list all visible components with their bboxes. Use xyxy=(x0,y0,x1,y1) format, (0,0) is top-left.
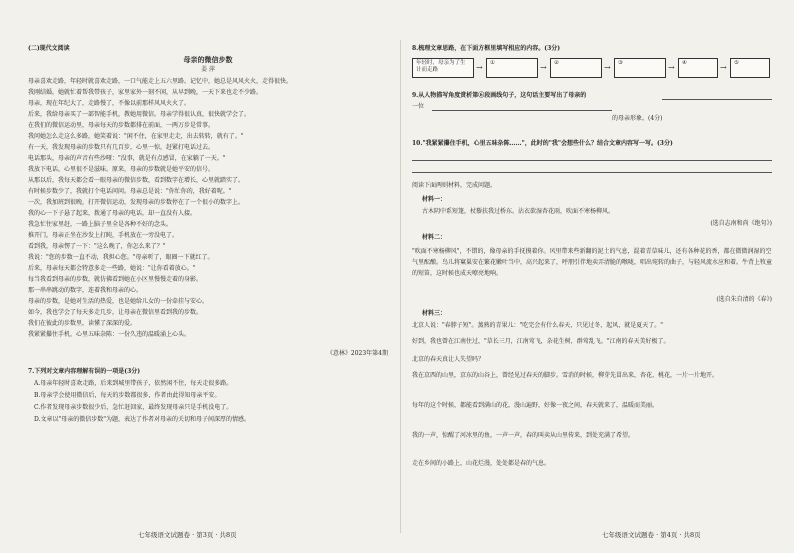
left-page xyxy=(28,0,388,553)
material-2-title: 材料二： xyxy=(422,234,447,241)
flow-arrow: → xyxy=(668,63,675,72)
flow-box-2[interactable]: ② xyxy=(550,58,602,78)
article-title: 母亲的微信步数 xyxy=(183,55,233,64)
flow-box-1[interactable]: ① xyxy=(486,58,538,78)
paragraph-line: 母亲，现在年纪大了，走路慢了，不像以前那样风风火火了。 xyxy=(28,100,191,107)
material-3-line: 北京的春天真让人失望吗？ xyxy=(412,356,485,363)
paragraph-line: 我急忙往家里赶，一路上脑子里全是各种不好的念头。 xyxy=(28,221,173,228)
flow-arrow: → xyxy=(604,63,611,72)
material-3-title: 材料三： xyxy=(422,310,447,317)
material-3-line: 好到，我也曾在江南住过，"草长三月，江南莺飞，杂花生树，群莺乱飞。"江南的春天美好极了。 xyxy=(412,338,670,345)
question-9-cont: 一位 xyxy=(412,103,425,110)
flow-arrow: → xyxy=(720,63,727,72)
answer-line[interactable] xyxy=(412,172,772,173)
question-7: 7.下列对文章内容理解有误的一项是(3分) xyxy=(28,368,141,375)
paragraph-line: 推开门，母亲正坐在沙发上打盹，手机放在一旁没电了。 xyxy=(28,232,179,239)
paragraph-line: 从那以后，我每天都会看一眼母亲的微信步数，看到数字在增长，心里就踏实了。 xyxy=(28,177,245,184)
material-1-text: 古木阴中系短篷，杖藜扶我过桥东。沾衣欲湿杏花雨，吹面不寒杨柳风。 xyxy=(422,208,615,215)
question-9: 9.从人物描写角度赏析第⑥段画线句子，这句话主要写出了母亲的 xyxy=(412,92,587,99)
paragraph-line: 我说："您的步数一直不动，我担心您。"母亲听了，眼圈一下就红了。 xyxy=(28,254,214,261)
paragraph-line: 我刚结婚，她就忙着帮我带孩子，家里家外一刻不闲，从早到晚，一天下来也走不少路。 xyxy=(28,89,263,96)
flow-box-5[interactable]: ⑤ xyxy=(730,58,770,78)
paragraph-line: 每当我看到母亲的步数，就仿佛看到她在小区里慢慢走着的身影。 xyxy=(28,276,203,283)
paragraph-line: 电话那头，母亲的声音有些沙哑："没事，就是有点感冒，在家躺了一天。" xyxy=(28,155,226,162)
material-2-source: (选自朱自清的《春》) xyxy=(716,296,772,303)
answer-line[interactable] xyxy=(412,160,772,161)
q7-option-d[interactable]: D.文章以"母亲的微信步数"为题，表达了作者对母亲的关切和母子间深厚的情感。 xyxy=(34,416,251,423)
answer-line[interactable] xyxy=(662,99,772,100)
q7-option-c[interactable]: C.作者发现母亲步数很少后，急忙赶回家，最终发现母亲只是手机没电了。 xyxy=(34,404,233,411)
paragraph-line: 看到我，母亲愣了一下："这么晚了，你怎么来了？" xyxy=(28,243,166,250)
paragraph-line: 我放下电话，心里很不是滋味。原来，母亲的步数就是她平安的信号。 xyxy=(28,166,215,173)
right-page xyxy=(412,0,772,553)
paragraph-line: 我问她怎么走这么多路，她笑着说："闲不住，在家里走走，出去转转，就有了。" xyxy=(28,133,244,140)
flow-box-3[interactable]: ③ xyxy=(614,58,666,78)
right-footer: 七年级语文试题卷 · 第4页 · 共8页 xyxy=(602,531,701,539)
paragraph-line: 有一天，我发现母亲的步数只有几百步，心里一惊，赶紧打电话过去。 xyxy=(28,144,215,151)
reading-intro: 阅读下面两则材料，完成问题。 xyxy=(412,182,497,189)
paragraph-line: 我们在彼此的步数里，读懂了深深的爱。 xyxy=(28,320,137,327)
material-1-title: 材料一： xyxy=(422,196,447,203)
paragraph-line: 后来，我给母亲买了一部智能手机，教她用微信。母亲学得很认真，很快就学会了。 xyxy=(28,111,251,118)
flow-arrow: → xyxy=(476,63,483,72)
paragraph-line: 母亲喜欢走路，年轻时就喜欢走路，一口气能走上五六里路。记忆中，她总是风风火火，走得很快。 xyxy=(28,78,293,85)
paragraph-line: 有时候步数少了，我就打个电话问问。母亲总是说："你忙你的，我好着呢。" xyxy=(28,188,232,195)
paragraph-line: 后来，母亲每天都会特意多走一些路，她说："让你看着放心。" xyxy=(28,265,196,272)
article-author: 姜 萍 xyxy=(201,66,215,73)
paragraph-line: 那一串串跳动的数字，连着我和母亲的心。 xyxy=(28,287,143,294)
material-3-line: 北京人说："春脖子短"。蒸熟的青果儿："吃完会有什么春天，只见过冬，起风，就是夏天了。" xyxy=(412,322,664,329)
material-2-text: "吹面不寒杨柳风"，不错的，像母亲的手抚摸着你。风里带来些新翻的泥土的气息，混着青草味儿，还有各种花的香，都在微微润湿的空气里酝酿。鸟儿将窠巢安在繁花嫩叶当中，高兴起来了，呼朋引伴地卖弄清脆的喉咙，唱出宛转的曲子，与轻风流水应和着。牛背上牧童的短笛，这时候也成天嘹亮地响。 xyxy=(412,248,773,277)
material-3-line: 每年的这个时候，都能看到满山的花，漫山遍野，好像一夜之间，春天就来了，温暖而美丽。 xyxy=(412,402,659,409)
section-heading: (二)现代文阅读 xyxy=(28,45,70,52)
page-divider xyxy=(400,40,401,533)
paragraph-line: 我紧紧攥住手机，心里五味杂陈：一份久违的温暖涌上心头。 xyxy=(28,331,191,338)
q7-option-b[interactable]: B.母亲学会使用微信后，每天的步数都很多，作者由此得知母亲平安。 xyxy=(34,392,221,399)
flow-box-start: 年轻时，母亲为了生计而走路 xyxy=(412,58,474,78)
question-9-tail: 的母亲形象。(4分) xyxy=(612,115,663,122)
answer-line[interactable] xyxy=(432,110,612,111)
material-3-line: 我的一声，惊醒了河冰里的鱼，一声一声，春的叫卖从山里传来，到处充满了希望。 xyxy=(412,432,635,439)
article-source: 《意林》2023年第4期 xyxy=(326,350,388,357)
left-footer: 七年级语文试题卷 · 第3页 · 共8页 xyxy=(138,531,237,539)
material-3-line: 走在乡间的小路上，山花烂漫，处处都是春的气息。 xyxy=(412,460,551,467)
question-10: 10."我紧紧攥住手机，心里五味杂陈……"，此时的"我"会想些什么？结合文章内容写一写。(3分) xyxy=(412,140,673,147)
question-8: 8.梳理文章思路，在下面方框里填写相应的内容。(3分) xyxy=(412,45,561,52)
flow-arrow: → xyxy=(540,63,547,72)
paragraph-line: 在我们的微信运动里，母亲每天的步数都排在前面，一两万步是常事。 xyxy=(28,122,215,129)
material-1-source: (选自志南和尚《绝句》) xyxy=(710,220,772,227)
flow-box-4[interactable]: ④ xyxy=(678,58,718,78)
paragraph-line: 我的心一下子悬了起来，拨通了母亲的电话，却一直没有人接。 xyxy=(28,210,197,217)
paragraph-line: 一次，我加班到很晚，打开微信运动，发现母亲的步数停在了一个很小的数字上。 xyxy=(28,199,245,206)
paragraph-line: 如今，我也学会了每天多走几步，让母亲在微信里看到我的步数。 xyxy=(28,309,203,316)
paragraph-line: 母亲的步数，是她对生活的热爱，也是她给儿女的一份牵挂与安心。 xyxy=(28,298,209,305)
q7-option-a[interactable]: A.母亲年轻时喜欢走路，后来到城里带孩子，依然闲不住，每天走很多路。 xyxy=(34,380,233,387)
material-3-line: 我在京西的山里，京东的山谷上，曾经见过春天的脚步。雪消的时候，柳芽先冒出来，杏花、桃花，一片一片地开。 xyxy=(412,372,719,379)
